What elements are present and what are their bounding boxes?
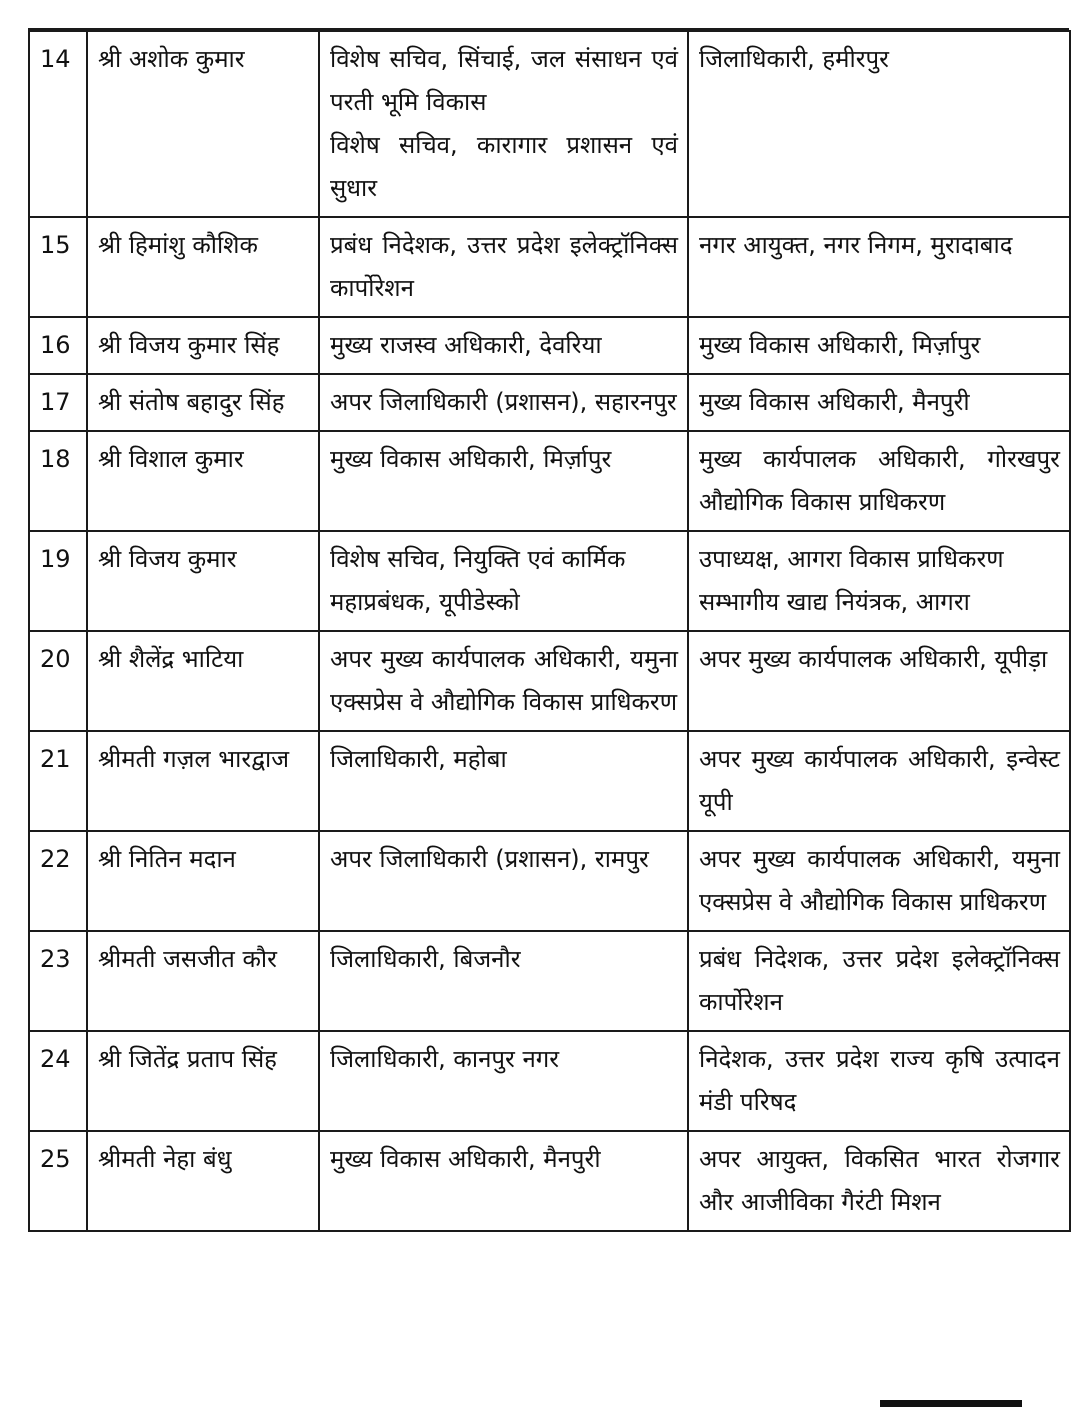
current-post-text: विशेष सचिव, कारागार प्रशासन एवं सुधार <box>330 131 678 202</box>
current-post-text: महाप्रबंधक, यूपीडेस्को <box>330 588 520 616</box>
page-edge-mark <box>880 1400 1022 1407</box>
serial-number: 21 <box>40 745 71 773</box>
officer-name-cell <box>87 931 319 1031</box>
table-row <box>29 831 1070 931</box>
current-post-text: विशेष सचिव, नियुक्ति एवं कार्मिक <box>330 545 626 573</box>
current-post-text: मुख्य राजस्व अधिकारी, देवरिया <box>330 331 602 359</box>
new-post-text: जिलाधिकारी, हमीरपुर <box>699 45 890 73</box>
officer-name-cell <box>87 831 319 931</box>
new-post-text: अपर मुख्य कार्यपालक अधिकारी, यमुना एक्सप्रेस वे औद्योगिक विकास प्राधिकरण <box>699 845 1060 916</box>
current-post-cell <box>319 831 688 931</box>
officer-name: श्रीमती जसजीत कौर <box>98 945 277 973</box>
current-post-cell <box>319 217 688 317</box>
new-post-text: अपर मुख्य कार्यपालक अधिकारी, यूपीड़ा <box>699 645 1048 673</box>
current-post-cell <box>319 431 688 531</box>
new-post-cell <box>688 431 1070 531</box>
current-post-cell <box>319 1131 688 1231</box>
officer-name-cell <box>87 631 319 731</box>
new-post-text: अपर मुख्य कार्यपालक अधिकारी, इन्वेस्ट यूपी <box>699 745 1060 816</box>
current-post-text: जिलाधिकारी, महोबा <box>330 745 507 773</box>
table-row <box>29 217 1070 317</box>
officer-name: श्री विशाल कुमार <box>98 445 244 473</box>
serial-number-cell <box>29 431 87 531</box>
new-post-text: अपर आयुक्त, विकसित भारत रोजगार और आजीविका गैरंटी मिशन <box>699 1145 1060 1216</box>
table-row <box>29 531 1070 631</box>
current-post-text: विशेष सचिव, सिंचाई, जल संसाधन एवं परती भूमि विकास <box>330 45 678 116</box>
officer-name-cell <box>87 217 319 317</box>
officer-name: श्री जितेंद्र प्रताप सिंह <box>98 1045 277 1073</box>
serial-number: 14 <box>40 45 71 73</box>
officer-transfer-table <box>28 30 1071 1232</box>
current-post-cell <box>319 374 688 431</box>
table-row <box>29 931 1070 1031</box>
serial-number: 17 <box>40 388 71 416</box>
table-row <box>29 317 1070 374</box>
current-post-cell <box>319 931 688 1031</box>
serial-number: 15 <box>40 231 71 259</box>
officer-name: श्रीमती गज़ल भारद्वाज <box>98 745 290 773</box>
new-post-text: प्रबंध निदेशक, उत्तर प्रदेश इलेक्ट्रॉनिक्स कार्पोरेशन <box>699 945 1060 1016</box>
new-post-text: सम्भागीय खाद्य नियंत्रक, आगरा <box>699 588 970 616</box>
new-post-text: उपाध्यक्ष, आगरा विकास प्राधिकरण <box>699 545 1004 573</box>
officer-name-cell <box>87 1131 319 1231</box>
officer-name: श्री विजय कुमार <box>98 545 237 573</box>
serial-number-cell <box>29 217 87 317</box>
new-post-text: मुख्य विकास अधिकारी, मिर्ज़ापुर <box>699 331 981 359</box>
new-post-cell <box>688 217 1070 317</box>
serial-number-cell <box>29 631 87 731</box>
serial-number: 18 <box>40 445 71 473</box>
officer-name-cell <box>87 317 319 374</box>
table-body <box>29 31 1070 1231</box>
officer-name-cell <box>87 1031 319 1131</box>
transfer-list-page <box>28 30 1069 1232</box>
new-post-cell <box>688 831 1070 931</box>
officer-name: श्री अशोक कुमार <box>98 45 245 73</box>
table-row <box>29 1131 1070 1231</box>
new-post-cell <box>688 731 1070 831</box>
new-post-cell <box>688 31 1070 217</box>
current-post-cell <box>319 31 688 217</box>
new-post-cell <box>688 531 1070 631</box>
current-post-text: अपर जिलाधिकारी (प्रशासन), रामपुर <box>330 845 649 873</box>
new-post-text: निदेशक, उत्तर प्रदेश राज्य कृषि उत्पादन मंडी परिषद <box>699 1045 1060 1116</box>
new-post-cell <box>688 631 1070 731</box>
new-post-cell <box>688 317 1070 374</box>
serial-number-cell <box>29 831 87 931</box>
officer-name: श्री हिमांशु कौशिक <box>98 231 258 259</box>
current-post-cell <box>319 317 688 374</box>
table-row <box>29 374 1070 431</box>
officer-name-cell <box>87 531 319 631</box>
serial-number-cell <box>29 531 87 631</box>
current-post-cell <box>319 631 688 731</box>
new-post-cell <box>688 1131 1070 1231</box>
table-row <box>29 431 1070 531</box>
serial-number: 23 <box>40 945 71 973</box>
current-post-text: मुख्य विकास अधिकारी, मैनपुरी <box>330 1145 601 1173</box>
table-row <box>29 631 1070 731</box>
serial-number: 24 <box>40 1045 71 1073</box>
table-row <box>29 731 1070 831</box>
table-row <box>29 1031 1070 1131</box>
serial-number: 22 <box>40 845 71 873</box>
serial-number-cell <box>29 1131 87 1231</box>
serial-number-cell <box>29 1031 87 1131</box>
current-post-text: जिलाधिकारी, बिजनौर <box>330 945 521 973</box>
officer-name: श्रीमती नेहा बंधु <box>98 1145 232 1173</box>
new-post-cell <box>688 931 1070 1031</box>
current-post-text: अपर जिलाधिकारी (प्रशासन), सहारनपुर <box>330 388 677 416</box>
serial-number-cell <box>29 731 87 831</box>
officer-name-cell <box>87 31 319 217</box>
officer-name: श्री शैलेंद्र भाटिया <box>98 645 244 673</box>
current-post-cell <box>319 731 688 831</box>
table-row <box>29 31 1070 217</box>
serial-number-cell <box>29 374 87 431</box>
officer-name-cell <box>87 731 319 831</box>
new-post-text: नगर आयुक्त, नगर निगम, मुरादाबाद <box>699 231 1013 259</box>
new-post-cell <box>688 374 1070 431</box>
new-post-text: मुख्य कार्यपालक अधिकारी, गोरखपुर औद्योगिक विकास प्राधिकरण <box>699 445 1060 516</box>
current-post-text: मुख्य विकास अधिकारी, मिर्ज़ापुर <box>330 445 612 473</box>
serial-number: 16 <box>40 331 71 359</box>
serial-number: 19 <box>40 545 71 573</box>
officer-name: श्री नितिन मदान <box>98 845 236 873</box>
officer-name-cell <box>87 374 319 431</box>
serial-number: 25 <box>40 1145 71 1173</box>
current-post-cell <box>319 531 688 631</box>
serial-number-cell <box>29 931 87 1031</box>
serial-number-cell <box>29 31 87 217</box>
new-post-text: मुख्य विकास अधिकारी, मैनपुरी <box>699 388 970 416</box>
current-post-text: अपर मुख्य कार्यपालक अधिकारी, यमुना एक्सप्रेस वे औद्योगिक विकास प्राधिकरण <box>330 645 678 716</box>
officer-name-cell <box>87 431 319 531</box>
serial-number-cell <box>29 317 87 374</box>
serial-number: 20 <box>40 645 71 673</box>
current-post-cell <box>319 1031 688 1131</box>
officer-name: श्री संतोष बहादुर सिंह <box>98 388 285 416</box>
officer-name: श्री विजय कुमार सिंह <box>98 331 280 359</box>
current-post-text: जिलाधिकारी, कानपुर नगर <box>330 1045 560 1073</box>
new-post-cell <box>688 1031 1070 1131</box>
current-post-text: प्रबंध निदेशक, उत्तर प्रदेश इलेक्ट्रॉनिक्स कार्पोरेशन <box>330 231 678 302</box>
